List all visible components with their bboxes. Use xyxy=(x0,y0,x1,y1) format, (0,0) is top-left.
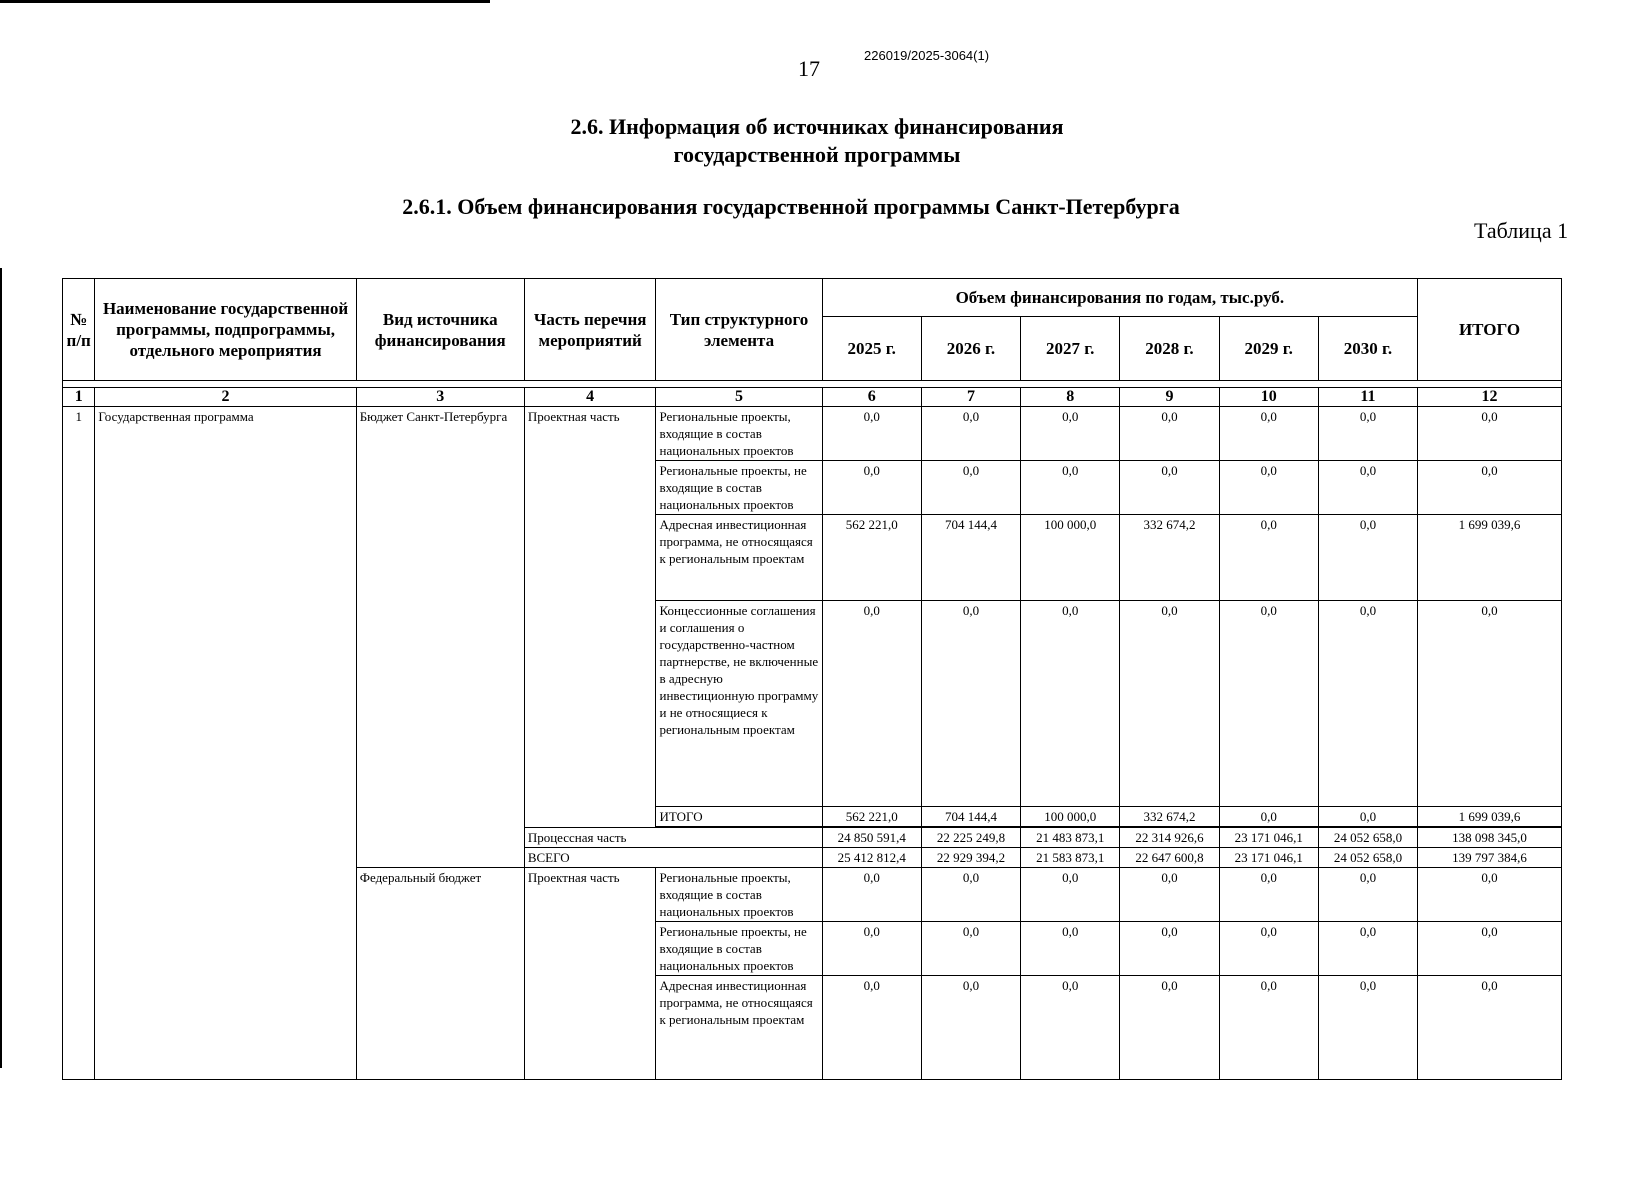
element-type: Концессионные соглашения и соглашения о государственно-частном партнерстве, не включенные в адресную инвестиционную программу и не относящиеся к региональным проектам xyxy=(656,601,822,807)
value-cell: 0,0 xyxy=(822,976,921,1080)
value-cell: 22 314 926,6 xyxy=(1120,828,1219,848)
element-type: Адресная инвестиционная программа, не относящаяся к региональным проектам xyxy=(656,515,822,601)
header-year-2027: 2027 г. xyxy=(1021,317,1120,381)
value-cell: 0,0 xyxy=(1219,407,1318,461)
header-year-2025: 2025 г. xyxy=(822,317,921,381)
value-cell: 0,0 xyxy=(1021,868,1120,922)
page-number: 17 xyxy=(798,56,820,81)
header-activity-part: Часть перечня мероприятий xyxy=(524,279,656,381)
value-cell: 0,0 xyxy=(921,407,1020,461)
source-name: Федеральный бюджет xyxy=(356,868,524,1080)
element-type: Региональные проекты, входящие в состав национальных проектов xyxy=(656,407,822,461)
value-cell: 332 674,2 xyxy=(1120,807,1219,827)
total-cell: 0,0 xyxy=(1418,922,1562,976)
scan-left-edge xyxy=(0,268,2,1068)
value-cell: 0,0 xyxy=(1021,407,1120,461)
value-cell: 0,0 xyxy=(1318,461,1417,515)
value-cell: 332 674,2 xyxy=(1120,515,1219,601)
total-cell: 1 699 039,6 xyxy=(1418,807,1562,827)
activity-part: Проектная часть xyxy=(524,407,656,828)
header-total: ИТОГО xyxy=(1418,279,1562,381)
value-cell: 0,0 xyxy=(1120,461,1219,515)
value-cell: 0,0 xyxy=(1219,976,1318,1080)
program-name: Государственная программа xyxy=(95,407,356,1080)
column-number: 2 xyxy=(95,388,356,407)
column-number: 8 xyxy=(1021,388,1120,407)
value-cell: 0,0 xyxy=(1318,601,1417,807)
column-number: 4 xyxy=(524,388,656,407)
value-cell: 24 052 658,0 xyxy=(1318,848,1417,868)
value-cell: 100 000,0 xyxy=(1021,807,1120,827)
value-cell: 0,0 xyxy=(1120,868,1219,922)
value-cell: 0,0 xyxy=(1120,601,1219,807)
column-number: 6 xyxy=(822,388,921,407)
value-cell: 0,0 xyxy=(921,601,1020,807)
value-cell: 23 171 046,1 xyxy=(1219,828,1318,848)
value-cell: 0,0 xyxy=(1219,868,1318,922)
value-cell: 704 144,4 xyxy=(921,515,1020,601)
column-number: 12 xyxy=(1418,388,1562,407)
value-cell: 0,0 xyxy=(1219,515,1318,601)
value-cell: 0,0 xyxy=(1021,601,1120,807)
document-id: 226019/2025-3064(1) xyxy=(864,48,990,63)
total-cell: 1 699 039,6 xyxy=(1418,515,1562,601)
value-cell: 0,0 xyxy=(822,461,921,515)
table-row xyxy=(63,407,1562,461)
section-title-line1: 2.6. Информация об источниках финансирования xyxy=(570,114,1064,139)
value-cell: 0,0 xyxy=(822,601,921,807)
value-cell: 0,0 xyxy=(1318,807,1417,827)
source-name: Бюджет Санкт-Петербурга xyxy=(356,407,524,868)
total-cell: 0,0 xyxy=(1418,976,1562,1080)
value-cell: 704 144,4 xyxy=(921,807,1020,827)
column-numbers-row xyxy=(63,388,1562,407)
value-cell: 0,0 xyxy=(1318,922,1417,976)
value-cell: 0,0 xyxy=(1318,976,1417,1080)
header-years-group: Объем финансирования по годам, тыс.руб. xyxy=(822,279,1418,317)
header-source-type: Вид источника финансирования xyxy=(356,279,524,381)
element-type: Региональные проекты, не входящие в состав национальных проектов xyxy=(656,461,822,515)
header-year-2029: 2029 г. xyxy=(1219,317,1318,381)
financing-table xyxy=(62,278,1562,1080)
scan-top-rule xyxy=(0,0,490,3)
header-program-name: Наименование государственной программы, подпрограммы, отдельного мероприятия xyxy=(95,279,356,381)
element-type: Региональные проекты, не входящие в состав национальных проектов xyxy=(656,922,822,976)
column-number: 9 xyxy=(1120,388,1219,407)
value-cell: 0,0 xyxy=(1318,868,1417,922)
section-title-line2: государственной программы xyxy=(673,142,961,167)
value-cell: 0,0 xyxy=(822,868,921,922)
value-cell: 0,0 xyxy=(921,922,1020,976)
value-cell: 21 583 873,1 xyxy=(1021,848,1120,868)
subsection-title: 2.6.1. Объем финансирования государственной программы Санкт-Петербурга xyxy=(402,194,1180,219)
value-cell: 23 171 046,1 xyxy=(1219,848,1318,868)
value-cell: 0,0 xyxy=(1219,807,1318,827)
header-year-2026: 2026 г. xyxy=(921,317,1020,381)
column-number: 7 xyxy=(921,388,1020,407)
total-cell: 0,0 xyxy=(1418,868,1562,922)
value-cell: 22 647 600,8 xyxy=(1120,848,1219,868)
value-cell: 21 483 873,1 xyxy=(1021,828,1120,848)
row-number: 1 xyxy=(63,407,95,1080)
column-number: 10 xyxy=(1219,388,1318,407)
value-cell: 0,0 xyxy=(1021,976,1120,1080)
value-cell: 22 225 249,8 xyxy=(921,828,1020,848)
element-type: Адресная инвестиционная программа, не относящаяся к региональным проектам xyxy=(656,976,822,1080)
value-cell: 24 850 591,4 xyxy=(822,828,921,848)
column-number: 5 xyxy=(656,388,822,407)
process-part-label: Процессная часть xyxy=(524,828,822,848)
total-cell: 138 098 345,0 xyxy=(1418,828,1562,848)
value-cell: 0,0 xyxy=(822,922,921,976)
header-row-number: № п/п xyxy=(63,279,95,381)
value-cell: 0,0 xyxy=(1120,976,1219,1080)
value-cell: 0,0 xyxy=(1318,407,1417,461)
value-cell: 0,0 xyxy=(921,461,1020,515)
value-cell: 0,0 xyxy=(921,868,1020,922)
value-cell: 562 221,0 xyxy=(822,807,921,827)
table-label: Таблица 1 xyxy=(1474,218,1569,243)
header-element-type: Тип структурного элемента xyxy=(656,279,822,381)
activity-part: Проектная часть xyxy=(524,868,656,1080)
value-cell: 0,0 xyxy=(1318,515,1417,601)
value-cell: 24 052 658,0 xyxy=(1318,828,1417,848)
value-cell: 0,0 xyxy=(1120,407,1219,461)
value-cell: 100 000,0 xyxy=(1021,515,1120,601)
value-cell: 0,0 xyxy=(1219,922,1318,976)
total-cell: 0,0 xyxy=(1418,407,1562,461)
value-cell: 0,0 xyxy=(1219,601,1318,807)
total-cell: 139 797 384,6 xyxy=(1418,848,1562,868)
header-year-2030: 2030 г. xyxy=(1318,317,1417,381)
value-cell: 25 412 812,4 xyxy=(822,848,921,868)
total-cell: 0,0 xyxy=(1418,461,1562,515)
header-gap xyxy=(63,381,1562,388)
value-cell: 22 929 394,2 xyxy=(921,848,1020,868)
value-cell: 562 221,0 xyxy=(822,515,921,601)
column-number: 11 xyxy=(1318,388,1417,407)
value-cell: 0,0 xyxy=(1120,922,1219,976)
value-cell: 0,0 xyxy=(1219,461,1318,515)
grand-total-label: ВСЕГО xyxy=(524,848,822,868)
column-number: 3 xyxy=(356,388,524,407)
value-cell: 0,0 xyxy=(921,976,1020,1080)
column-number: 1 xyxy=(63,388,95,407)
value-cell: 0,0 xyxy=(1021,922,1120,976)
header-year-2028: 2028 г. xyxy=(1120,317,1219,381)
element-type: ИТОГО xyxy=(656,807,822,827)
total-cell: 0,0 xyxy=(1418,601,1562,807)
value-cell: 0,0 xyxy=(1021,461,1120,515)
element-type: Региональные проекты, входящие в состав национальных проектов xyxy=(656,868,822,922)
value-cell: 0,0 xyxy=(822,407,921,461)
